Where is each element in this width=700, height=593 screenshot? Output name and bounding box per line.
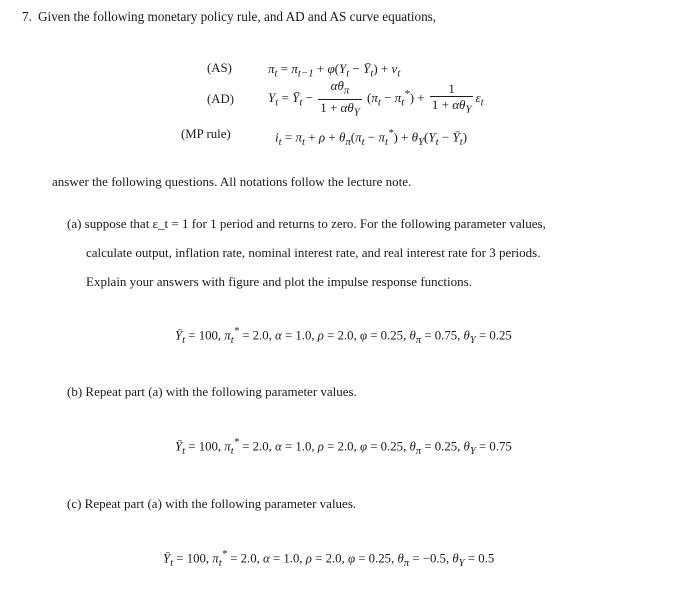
part-c-params: $Ȳ_t = 100$, $\pi_t^* = 2.0$, α = 1.0, ρ = 2.0, φ = 0.25, $\theta_\pi = -0.5$, $\theta_Y = 0.5$	[163, 549, 495, 569]
mp-rule-label: (MP rule)	[181, 127, 231, 141]
as-label: (AS)	[207, 61, 232, 75]
ad-label: (AD)	[207, 92, 235, 106]
question-intro: Given the following monetary policy rule, and AD and AS curve equations,	[38, 9, 437, 24]
mp-rule-equation: $i_t = \pi_t + \rho + \theta_\pi(\pi_t - \pi_t^*) + \theta_Y(Y_t$ − $Ȳ_t$)	[275, 127, 468, 148]
instruction-text: answer the following questions. All notations follow the lecture note.	[52, 174, 412, 189]
question-number: 7.	[22, 9, 32, 24]
part-b-text: (b) Repeat part (a) with the following parameter values.	[67, 384, 357, 399]
part-a-line-1: (a) suppose that ε_t = 1 for 1 period and returns to zero. For the following parameter values,	[67, 216, 546, 231]
part-a-line-3: Explain your answers with figure and plot the impulse response functions.	[86, 274, 472, 289]
as-equation: $\pi_t = \pi_{t-1} + \varphi(Y_t$ − $Ȳ_t) + v_t$	[268, 61, 401, 80]
part-b-params: $Ȳ_t = 100$, $\pi_t^* = 2.0$, α = 1.0, ρ = 2.0, φ = 0.25, $\theta_\pi = 0.25$, $\theta_Y = 0.75$	[175, 437, 512, 457]
part-a-line-2: calculate output, inflation rate, nominal interest rate, and real interest rate for 3 periods.	[86, 245, 541, 260]
part-a-params: $Ȳ_t = 100$, $\pi_t^* = 2.0$, α = 1.0, ρ = 2.0, φ = 0.25, $\theta_\pi = 0.75$, $\theta_Y = 0.25$	[175, 326, 512, 346]
part-c-text: (c) Repeat part (a) with the following parameter values.	[67, 496, 357, 511]
ad-equation: $Y_t$ = $Ȳ_t$ − $\frac{\alpha\theta_\pi}{1 + \alpha\theta_Y}$ $(\pi_t - \pi_t^*)$ + $\frac{1}{1 + \alpha\theta_Y}$ $\varepsilon_t$	[268, 78, 484, 119]
